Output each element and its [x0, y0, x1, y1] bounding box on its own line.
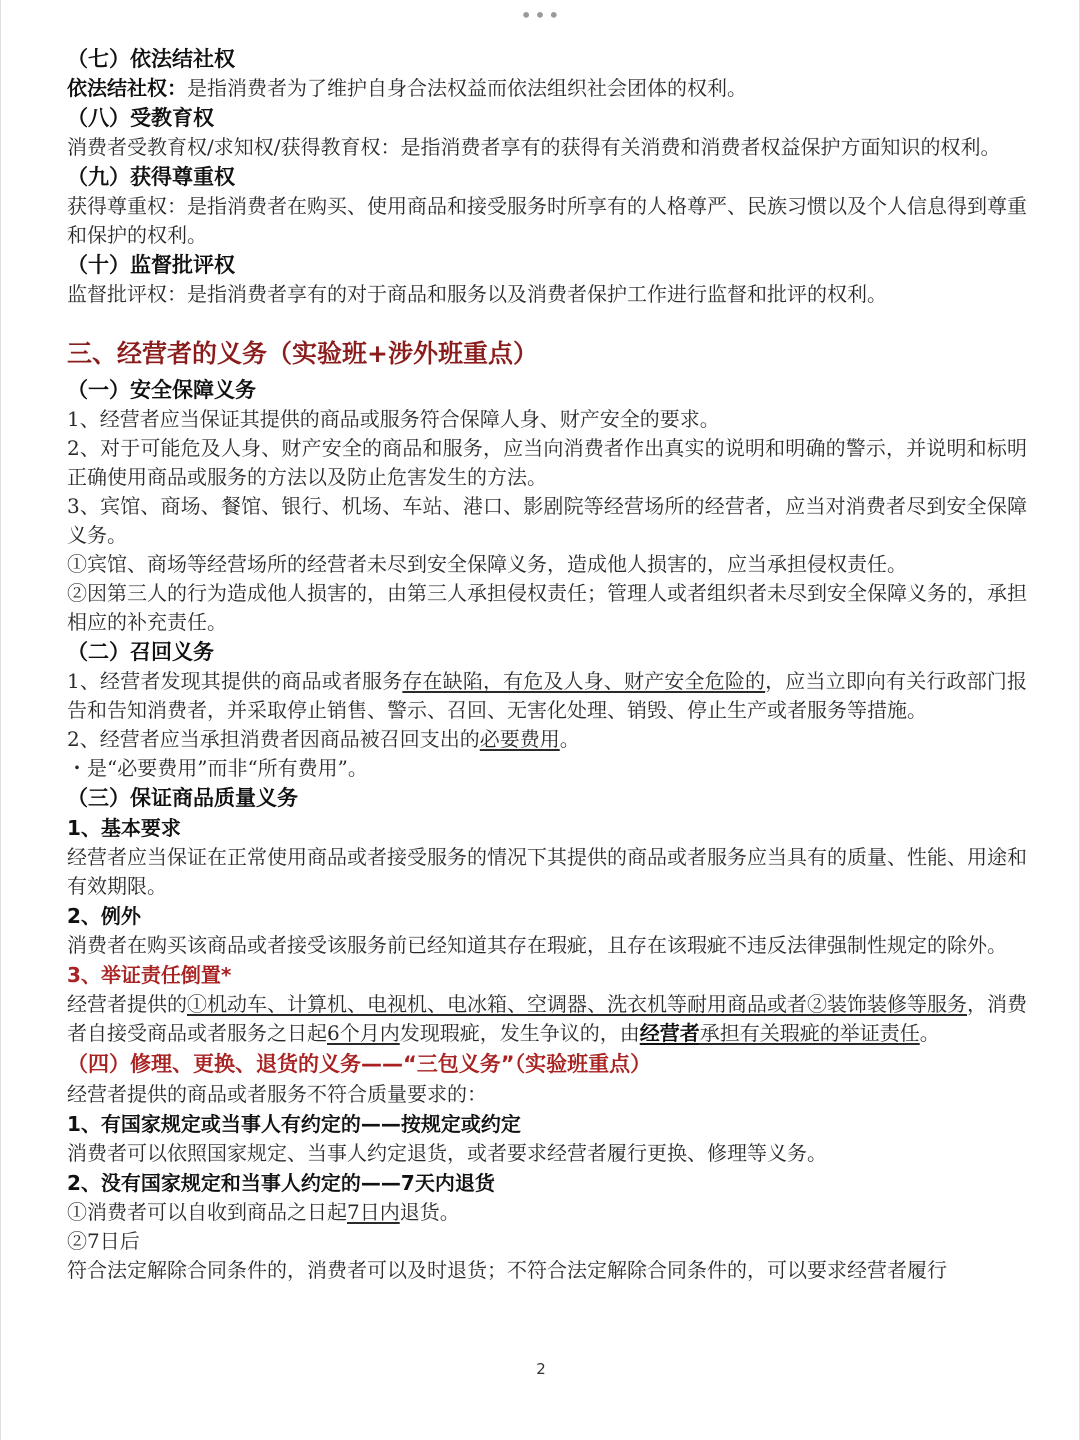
text-span: 1、经营者发现其提供的商品或者服务	[67, 669, 403, 693]
text-span: 2、经营者应当承担消费者因商品被召回支出的	[67, 727, 480, 751]
paragraph-basic: 经营者应当保证在正常使用商品或者接受服务的情况下其提供的商品或者服务应当具有的质量、性能、用途和有效期限。	[67, 845, 1027, 898]
text-span: ，应当立即向有关行政部门报告和告知消费者，并采取停止销售、警示、召回、无害化处理、销毁、停止生产或者服务等措施。	[67, 669, 1028, 722]
paragraph-case-2c: 符合法定解除合同条件的，消费者可以及时退货；不符合法定解除合同条件的，可以要求经营者履行	[67, 1258, 947, 1282]
heading-recall: （二）召回义务	[67, 640, 214, 664]
heading-r10: （十）监督批评权	[67, 253, 235, 277]
paragraph-safety-4: ①宾馆、商场等经营场所的经营者未尽到安全保障义务，造成他人损害的，应当承担侵权责任。	[67, 552, 907, 576]
section-title: 三、经营者的义务（实验班+涉外班重点）	[67, 339, 538, 368]
paragraph-safety-1: 1、经营者应当保证其提供的商品或服务符合保障人身、财产安全的要求。	[67, 407, 720, 431]
subheading-basic: 1、基本要求	[67, 816, 181, 840]
document-content	[67, 44, 1027, 1285]
subheading-case-2: 2、没有国家规定和当事人约定的——7天内退货	[67, 1171, 495, 1195]
text-span: 退货。	[399, 1200, 460, 1224]
text-r7: 是指消费者为了维护自身合法权益而依法组织社会团体的权利。	[187, 76, 747, 100]
heading-three-guarantees: （四）修理、更换、退货的义务——“三包义务”（实验班重点）	[67, 1052, 652, 1076]
heading-r9: （九）获得尊重权	[67, 165, 235, 189]
underlined-text: ①机动车、计算机、电视机、电冰箱、空调器、洗衣机等耐用商品或者②装饰装修等服务	[187, 992, 967, 1016]
paragraph-recall-1	[67, 667, 1027, 725]
paragraph-recall-3: ・是“必要费用”而非“所有费用”。	[67, 756, 368, 780]
paragraph-burden	[67, 990, 1027, 1048]
paragraph-safety-2: 2、对于可能危及人身、财产安全的商品和服务，应当向消费者作出真实的说明和明确的警示，并说明和标明正确使用商品或服务的方法以及防止危害发生的方法。	[67, 436, 1027, 489]
paragraph-r9: 获得尊重权：是指消费者在购买、使用商品和接受服务时所享有的人格尊严、民族习惯以及个人信息得到尊重和保护的权利。	[67, 194, 1027, 247]
underlined-text: 承担有关瑕疵的举证责任	[699, 1021, 920, 1045]
heading-quality: （三）保证商品质量义务	[67, 786, 298, 810]
subheading-case-1: 1、有国家规定或当事人有约定的——按规定或约定	[67, 1112, 521, 1136]
underlined-text: 6个月内	[327, 1021, 400, 1045]
subheading-burden: 3、举证责任倒置*	[67, 963, 232, 987]
paragraph-case-1: 消费者可以依照国家规定、当事人约定退货，或者要求经营者履行更换、修理等义务。	[67, 1141, 827, 1165]
underlined-text: 必要费用	[479, 727, 560, 751]
text-span: 。	[919, 1021, 940, 1045]
heading-r8: （八）受教育权	[67, 106, 214, 130]
text-span: 。	[559, 727, 580, 751]
text-span: 发现瑕疵，发生争议的，由	[399, 1021, 640, 1045]
paragraph-r7	[67, 74, 1027, 103]
text-span: 经营者提供的	[67, 992, 187, 1016]
underlined-bold-text: 经营者	[639, 1021, 700, 1045]
text-span: ，消费者自接受商品或者服务之日起	[67, 992, 1027, 1045]
more-options-icon[interactable]: •••	[520, 3, 562, 27]
paragraph-safety-3: 3、宾馆、商场、餐馆、银行、机场、车站、港口、影剧院等经营场所的经营者，应当对消费者尽到安全保障义务。	[67, 494, 1027, 547]
text-span: ①消费者可以自收到商品之日起	[67, 1200, 347, 1224]
underlined-text: 7日内	[347, 1200, 400, 1224]
heading-safety: （一）安全保障义务	[67, 378, 256, 402]
paragraph-case-2b: ②7日后	[67, 1229, 140, 1253]
heading-r7: （七）依法结社权	[67, 47, 235, 71]
term-r7: 依法结社权：	[67, 76, 187, 100]
paragraph-case-2a	[67, 1198, 1027, 1227]
paragraph-safety-5: ②因第三人的行为造成他人损害的，由第三人承担侵权责任；管理人或者组织者未尽到安全保障义务的，承担相应的补充责任。	[67, 581, 1027, 634]
underlined-text: 存在缺陷，有危及人身、财产安全危险的	[402, 669, 766, 693]
paragraph-r10: 监督批评权：是指消费者享有的对于商品和服务以及消费者保护工作进行监督和批评的权利。	[67, 282, 887, 306]
paragraph-intro: 经营者提供的商品或者服务不符合质量要求的：	[67, 1082, 487, 1106]
page-number: 2	[536, 1360, 546, 1378]
paragraph-r8: 消费者受教育权/求知权/获得教育权：是指消费者享有的获得有关消费和消费者权益保护方面知识的权利。	[67, 135, 1001, 159]
paragraph-recall-2	[67, 725, 1027, 754]
paragraph-exception: 消费者在购买该商品或者接受该服务前已经知道其存在瑕疵，且存在该瑕疵不违反法律强制性规定的除外。	[67, 933, 1007, 957]
subheading-exception: 2、例外	[67, 904, 141, 928]
